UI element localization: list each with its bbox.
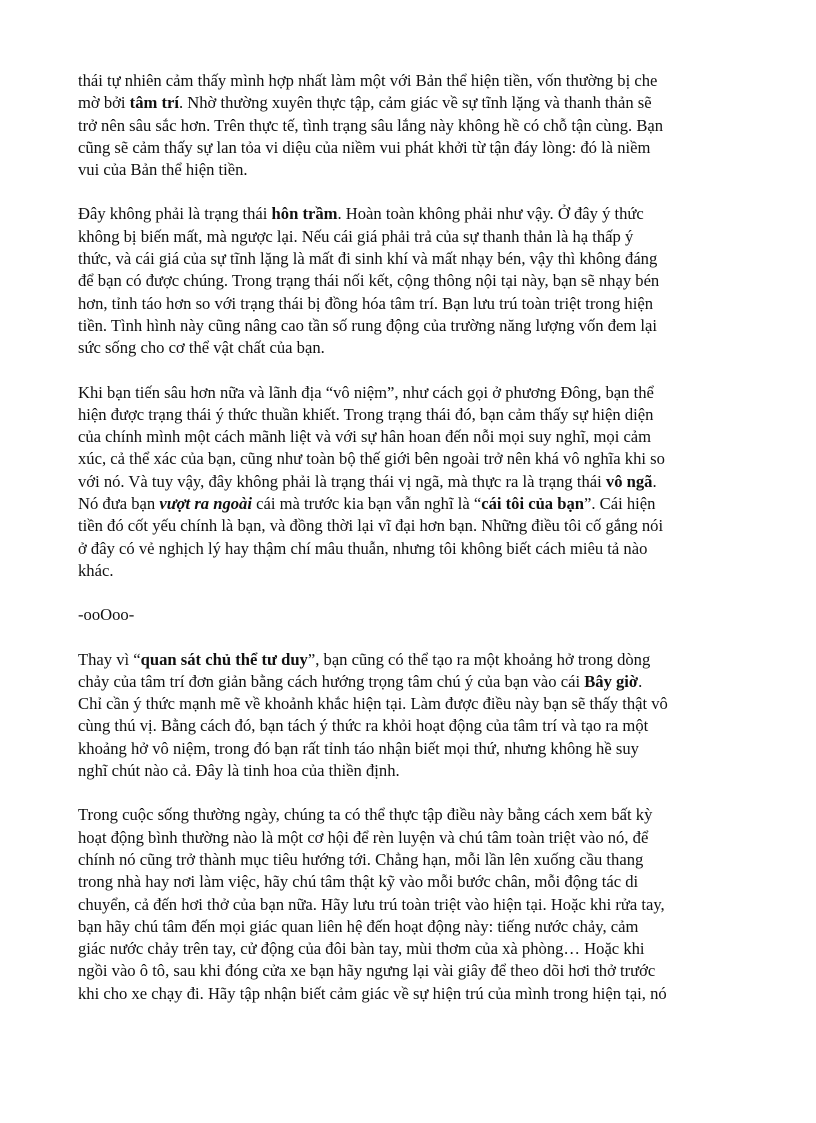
text-line (78, 382, 748, 404)
section-separator (78, 604, 748, 626)
text-line (78, 270, 748, 292)
paragraph (78, 203, 748, 359)
text-line (78, 404, 748, 426)
text-run: thức, và cái giá của sự tĩnh lặng là mất đi sinh khí và mất nhạy bén, vậy thì không đáng (78, 249, 658, 269)
text-run: chảy của tâm trí đơn giản bằng cách hướng trọng tâm chú ý của bạn vào cái (78, 671, 585, 691)
text-line (78, 671, 748, 693)
text-line (78, 938, 748, 960)
text-run: . Nhờ thường xuyên thực tập, cảm giác về sự tĩnh lặng và thanh thản sẽ (178, 93, 652, 113)
text-line (78, 70, 748, 92)
text-run: ”, bạn cũng có thể tạo ra một khoảng hở trong dòng (307, 649, 651, 669)
text-line (78, 115, 748, 137)
text-line (78, 315, 748, 337)
text-run: Khi bạn tiến sâu hơn nữa và lãnh địa “vô niệm”, như cách gọi ở phương Đông, bạn thể (78, 382, 654, 402)
text-line (78, 693, 748, 715)
text-run: ”. Cái hiện (584, 494, 656, 514)
text-line (78, 960, 748, 982)
text-line (78, 493, 748, 515)
text-line (78, 515, 748, 537)
text-line (78, 92, 748, 114)
text-run: vui của Bản thể hiện tiền. (78, 160, 248, 180)
text-run: của chính mình một cách mãnh liệt và với sự hân hoan đến nỗi mọi suy nghĩ, mọi cảm (78, 427, 652, 447)
text-line (78, 226, 748, 248)
text-run: cái mà trước kia bạn vẫn nghĩ là “ (251, 494, 482, 514)
text-line (78, 916, 748, 938)
text-run: chính nó cũng trở thành mục tiêu hướng tới. Chẳng hạn, mỗi lần lên xuống cầu thang (78, 849, 644, 869)
text-run: tiền. Tình hình này cũng nâng cao tần số rung động của trường năng lượng vốn đem lại (78, 315, 658, 335)
text-line (78, 448, 748, 470)
text-line (78, 293, 748, 315)
bold-italic-text: vượt ra ngoài (159, 494, 252, 514)
text-line (78, 604, 748, 626)
text-run: bạn hãy chú tâm đến mọi giác quan liên hệ đến hoạt động này: tiếng nước chảy, cảm (78, 916, 639, 936)
bold-text: quan sát chủ thể tư duy (140, 649, 308, 669)
bold-text: Bây giờ (584, 671, 639, 691)
text-run: trong nhà hay nơi làm việc, hãy chú tâm thật kỹ vào mỗi bước chân, mỗi động tác di (78, 872, 639, 892)
text-run: khoảng hở vô niệm, trong đó bạn rất tỉnh táo nhận biết mọi thứ, nhưng không hề suy (78, 738, 639, 758)
text-run: với nó. Và tuy vậy, đây không phải là trạng thái vị ngã, mà thực ra là trạng thái (78, 471, 606, 491)
text-line (78, 849, 748, 871)
text-run: hoạt động bình thường nào là một cơ hội để rèn luyện và chú tâm toàn triệt vào nó, để (78, 827, 649, 847)
text-line (78, 538, 748, 560)
text-run: . (638, 671, 643, 691)
bold-text: tâm trí (129, 93, 179, 113)
text-run: không bị biến mất, mà ngược lại. Nếu cái giá phải trả của sự thanh thản là hạ thấp ý (78, 226, 634, 246)
text-run: để bạn có được chúng. Trong trạng thái nối kết, cộng thông nội tại này, bạn sẽ nhạy bén (78, 271, 660, 291)
paragraph (78, 70, 748, 181)
text-run: mờ bởi (78, 93, 130, 113)
text-line (78, 871, 748, 893)
text-line (78, 649, 748, 671)
text-run: ngồi vào ô tô, sau khi đóng cửa xe bạn hãy ngưng lại vài giây để theo dõi hơi thở trước (78, 961, 656, 981)
text-run: sức sống cho cơ thể vật chất của bạn. (78, 338, 325, 358)
text-run: hiện được trạng thái ý thức thuần khiết. Trong trạng thái đó, bạn cảm thấy sự hiện diện (78, 404, 654, 424)
text-line (78, 159, 748, 181)
text-run: Trong cuộc sống thường ngày, chúng ta có thể thực tập điều này bằng cách xem bất kỳ (78, 805, 653, 825)
text-line (78, 715, 748, 737)
text-run: xúc, cả thể xác của bạn, cũng như toàn bộ thế giới bên ngoài trở nên khá vô nghĩa khi so (78, 449, 665, 469)
text-line (78, 894, 748, 916)
text-line (78, 137, 748, 159)
paragraph (78, 804, 748, 1005)
text-line (78, 337, 748, 359)
text-line (78, 738, 748, 760)
bold-text: cái tôi của bạn (481, 494, 584, 514)
text-line (78, 827, 748, 849)
text-run: trở nên sâu sắc hơn. Trên thực tế, tình trạng sâu lắng này không hề có chỗ tận cùng. Bạn (78, 115, 664, 135)
text-line (78, 203, 748, 225)
text-run: nghĩ chút nào cả. Đây là tinh hoa của thiền định. (78, 761, 400, 781)
text-run: Thay vì “ (78, 649, 141, 669)
paragraph (78, 649, 748, 783)
text-line (78, 804, 748, 826)
text-line (78, 426, 748, 448)
text-run: Chỉ cần ý thức mạnh mẽ về khoảnh khắc hiện tại. Làm được điều này bạn sẽ thấy thật vô (78, 694, 668, 714)
text-run: Đây không phải là trạng thái (78, 204, 272, 224)
paragraph (78, 382, 748, 583)
text-line (78, 248, 748, 270)
bold-text: hôn trầm (271, 204, 338, 224)
text-run: ở đây có vẻ nghịch lý hay thậm chí mâu thuẫn, nhưng tôi không biết cách miêu tả nào (78, 538, 648, 558)
text-run: chuyển, cả đến hơi thở của bạn nữa. Hãy lưu trú toàn triệt vào hiện tại. Hoặc khi rửa tay, (78, 894, 665, 914)
bold-text: vô ngã (605, 471, 653, 491)
text-run: . Hoàn toàn không phải như vậy. Ở đây ý thức (337, 204, 644, 224)
text-line (78, 560, 748, 582)
text-run: giác nước chảy trên tay, cử động của đôi bàn tay, mùi thơm của xà phòng… Hoặc khi (78, 939, 645, 959)
text-run: Nó đưa bạn (78, 494, 160, 514)
text-run: tiền đó cốt yếu chính là bạn, và đồng thời lại vĩ đại hơn bạn. Những điều tôi cố gắng nói (78, 516, 664, 536)
text-run: khác. (78, 560, 114, 580)
text-run: cũng sẽ cảm thấy sự lan tỏa vi diệu của niềm vui phát khởi từ tận đáy lòng: đó là niềm (78, 137, 651, 157)
text-run: cùng thú vị. Bằng cách đó, bạn tách ý thức ra khỏi hoạt động của tâm trí và tạo ra một (78, 716, 649, 736)
text-run: thái tự nhiên cảm thấy mình hợp nhất làm một với Bản thể hiện tiền, vốn thường bị che (78, 71, 658, 90)
text-run: khi cho xe chạy đi. Hãy tập nhận biết cảm giác về sự hiện trú của mình trong hiện tại, nó (78, 983, 667, 1003)
document-body (78, 70, 748, 1027)
text-run: -ooOoo- (78, 605, 135, 625)
text-run: . (652, 471, 657, 491)
text-run: hơn, tỉnh táo hơn so với trạng thái bị đồng hóa tâm trí. Bạn lưu trú toàn triệt trong hiện (78, 293, 653, 313)
text-line (78, 983, 748, 1005)
text-line (78, 760, 748, 782)
text-line (78, 471, 748, 493)
